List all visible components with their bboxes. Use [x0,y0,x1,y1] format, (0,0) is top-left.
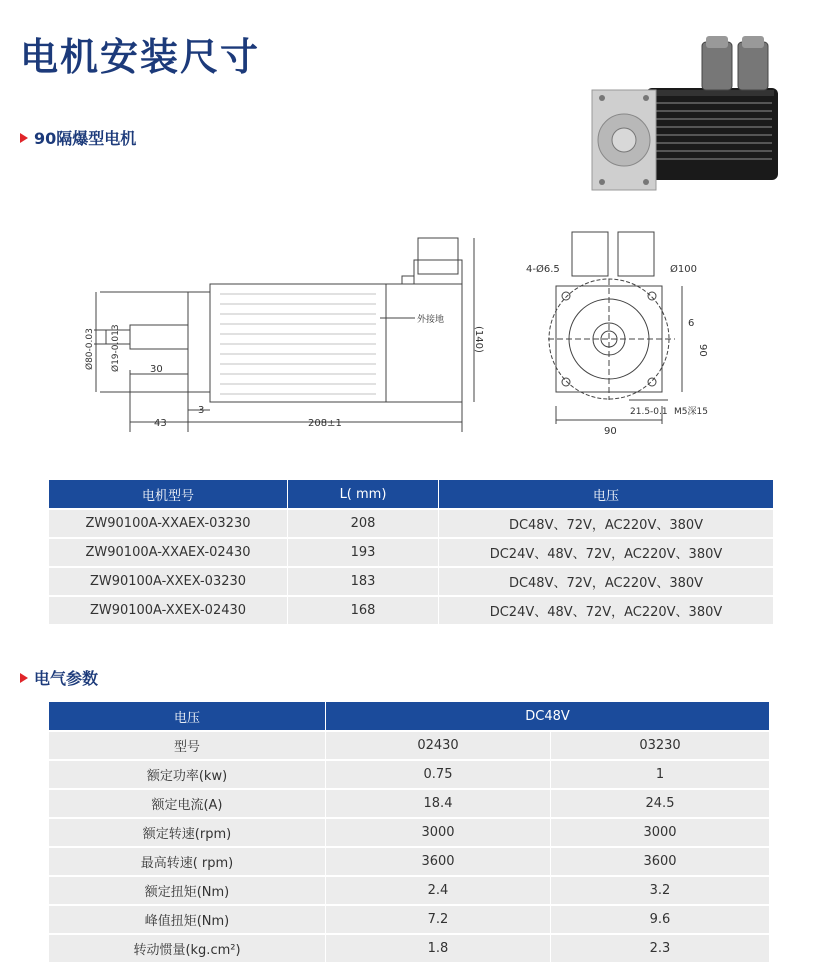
table-row [49,848,769,875]
cell-length: 183 [288,568,438,595]
cell-param: 转动惯量(kg.cm²) [49,935,325,962]
table-row [49,510,773,537]
cell-length: 208 [288,510,438,537]
cell-value: 3600 [551,848,769,875]
cell-voltage: DC24V、48V、72V，AC220V、380V [439,597,773,624]
col-header-model: 电机型号 [49,480,287,508]
table-row [49,568,773,595]
col-header-length: L( mm) [288,480,438,508]
cell-value: 2.3 [551,935,769,962]
dim-6: 6 [688,318,695,329]
col-header-voltage: 电压 [439,480,773,508]
cell-value: 7.2 [326,906,550,933]
dim-3: 3 [198,405,205,416]
table-row [49,539,773,566]
cell-param: 额定转速(rpm) [49,819,325,846]
cell-model: ZW90100A-XXAEX-02430 [49,539,287,566]
dim-19: Ø19-0.013 [111,324,121,372]
cell-value: 1 [551,761,769,788]
dim-90-vertical: 90 [697,344,708,357]
dimension-drawing [70,210,750,440]
section-title: 电气参数 [34,669,99,688]
dim-140: (140) [473,326,484,353]
cell-value: 3000 [326,819,550,846]
page-title: 电机安装尺寸 [20,35,261,79]
dim-80: Ø80-0.03 [85,328,95,370]
cell-param: 峰值扭矩(Nm) [49,906,325,933]
cell-param: 额定功率(kw) [49,761,325,788]
dim-thread: M5深15 [674,407,708,417]
cell-voltage: DC48V、72V，AC220V、380V [439,568,773,595]
table-row [49,597,773,624]
cell-value: 02430 [326,732,550,759]
cell-param: 额定扭矩(Nm) [49,877,325,904]
table-row [49,761,769,788]
section-heading-motor [20,126,136,149]
dim-208: 208±1 [308,418,342,429]
cell-value: 3000 [551,819,769,846]
cell-length: 168 [288,597,438,624]
dim-holes: 4-Ø6.5 [526,264,560,275]
cell-value: 2.4 [326,877,550,904]
col-header-dc48v: DC48V [326,702,769,730]
model-table [48,478,774,626]
cell-model: ZW90100A-XXEX-02430 [49,597,287,624]
table-row [49,935,769,962]
cell-model: ZW90100A-XXAEX-03230 [49,510,287,537]
cell-param: 额定电流(A) [49,790,325,817]
motor-photo [584,32,782,194]
section-title: 90隔爆型电机 [34,129,137,148]
dim-100: Ø100 [670,264,697,275]
cell-value: 18.4 [326,790,550,817]
cell-value: 0.75 [326,761,550,788]
cell-model: ZW90100A-XXEX-03230 [49,568,287,595]
table-row [49,732,769,759]
dim-43: 43 [154,418,167,429]
table-row [49,819,769,846]
cell-value: 24.5 [551,790,769,817]
cell-value: 03230 [551,732,769,759]
ground-label: 外接地 [417,315,445,325]
table-row [49,877,769,904]
cell-value: 3.2 [551,877,769,904]
dim-30: 30 [150,364,163,375]
electrical-params-table [48,700,770,964]
cell-value: 3600 [326,848,550,875]
section-heading-electrical [20,666,98,689]
bullet-triangle-icon [20,673,28,683]
cell-value: 1.8 [326,935,550,962]
dim-90-horizontal: 90 [604,426,617,437]
table-row [49,790,769,817]
cell-voltage: DC24V、48V、72V，AC220V、380V [439,539,773,566]
table-row [49,906,769,933]
cell-param: 最高转速( rpm) [49,848,325,875]
cell-value: 9.6 [551,906,769,933]
cell-length: 193 [288,539,438,566]
cell-voltage: DC48V、72V，AC220V、380V [439,510,773,537]
col-header-voltage: 电压 [49,702,325,730]
cell-param: 型号 [49,732,325,759]
dim-21-5: 21.5-0.1 [630,407,668,417]
bullet-triangle-icon [20,133,28,143]
